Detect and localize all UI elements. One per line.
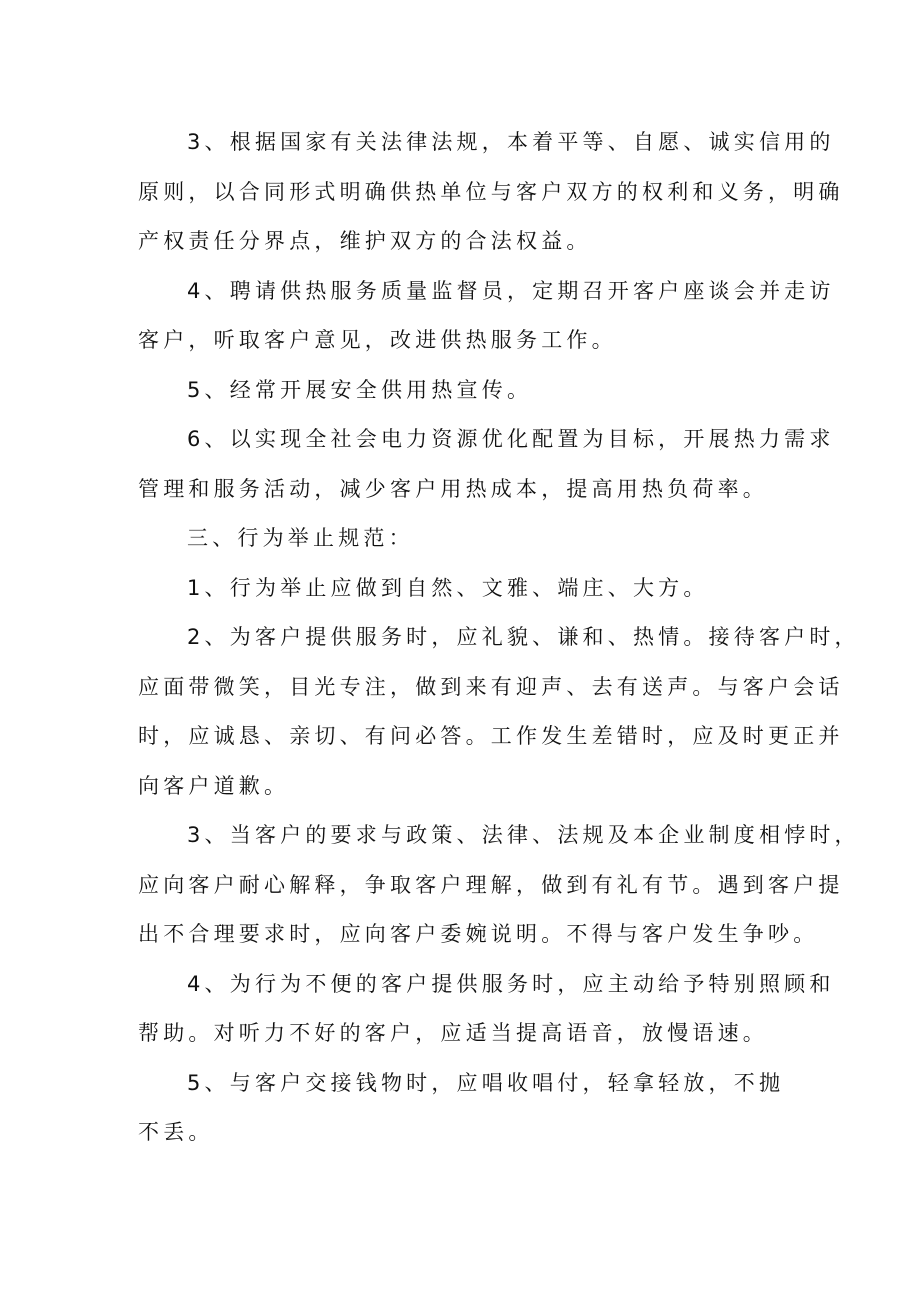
conduct-item-3-line-3: 出不合理要求时，应向客户委婉说明。不得与客户发生争吵。 <box>138 922 819 946</box>
conduct-item-3-line-1: 3、当客户的要求与政策、法律、法规及本企业制度相悖时， <box>187 823 860 847</box>
paragraph-4-line-2: 客户，听取客户意见，改进供热服务工作。 <box>138 328 617 352</box>
conduct-item-2-line-2: 应面带微笑，目光专注，做到来有迎声、去有送声。与客户会话 <box>138 675 844 699</box>
conduct-item-3-line-2: 应向客户耐心解释，争取客户理解，做到有礼有节。遇到客户提 <box>138 873 844 897</box>
paragraph-6-line-2: 管理和服务活动，减少客户用热成本，提高用热负荷率。 <box>138 477 768 501</box>
paragraph-5-line-1: 5、经常开展安全供用热宣传。 <box>187 378 533 402</box>
conduct-item-2-line-4: 向客户道歉。 <box>138 774 290 798</box>
conduct-item-2-line-1: 2、为客户提供服务时，应礼貌、谦和、热情。接待客户时， <box>187 625 860 649</box>
paragraph-6-line-1: 6、以实现全社会电力资源优化配置为目标，开展热力需求 <box>187 427 835 451</box>
paragraph-3-line-1: 3、根据国家有关法律法规，本着平等、自愿、诚实信用的 <box>187 130 835 154</box>
conduct-item-5-line-1: 5、与客户交接钱物时，应唱收唱付，轻拿轻放，不抛 <box>187 1071 785 1095</box>
paragraph-4-line-1: 4、聘请供热服务质量监督员，定期召开客户座谈会并走访 <box>187 279 835 303</box>
conduct-item-4-line-1: 4、为行为不便的客户提供服务时，应主动给予特别照顾和 <box>187 972 835 996</box>
conduct-item-5-line-2: 不丢。 <box>138 1120 214 1144</box>
paragraph-3-line-2: 原则，以合同形式明确供热单位与客户双方的权利和义务，明确 <box>138 180 844 204</box>
conduct-item-2-line-3: 时，应诚恳、亲切、有问必答。工作发生差错时，应及时更正并 <box>138 724 844 748</box>
paragraph-3-line-3: 产权责任分界点，维护双方的合法权益。 <box>138 229 592 253</box>
conduct-item-1-line-1: 1、行为举止应做到自然、文雅、端庄、大方。 <box>187 576 709 600</box>
section-heading-conduct: 三、行为举止规范： <box>187 526 414 550</box>
conduct-item-4-line-2: 帮助。对听力不好的客户，应适当提高语音，放慢语速。 <box>138 1021 768 1045</box>
